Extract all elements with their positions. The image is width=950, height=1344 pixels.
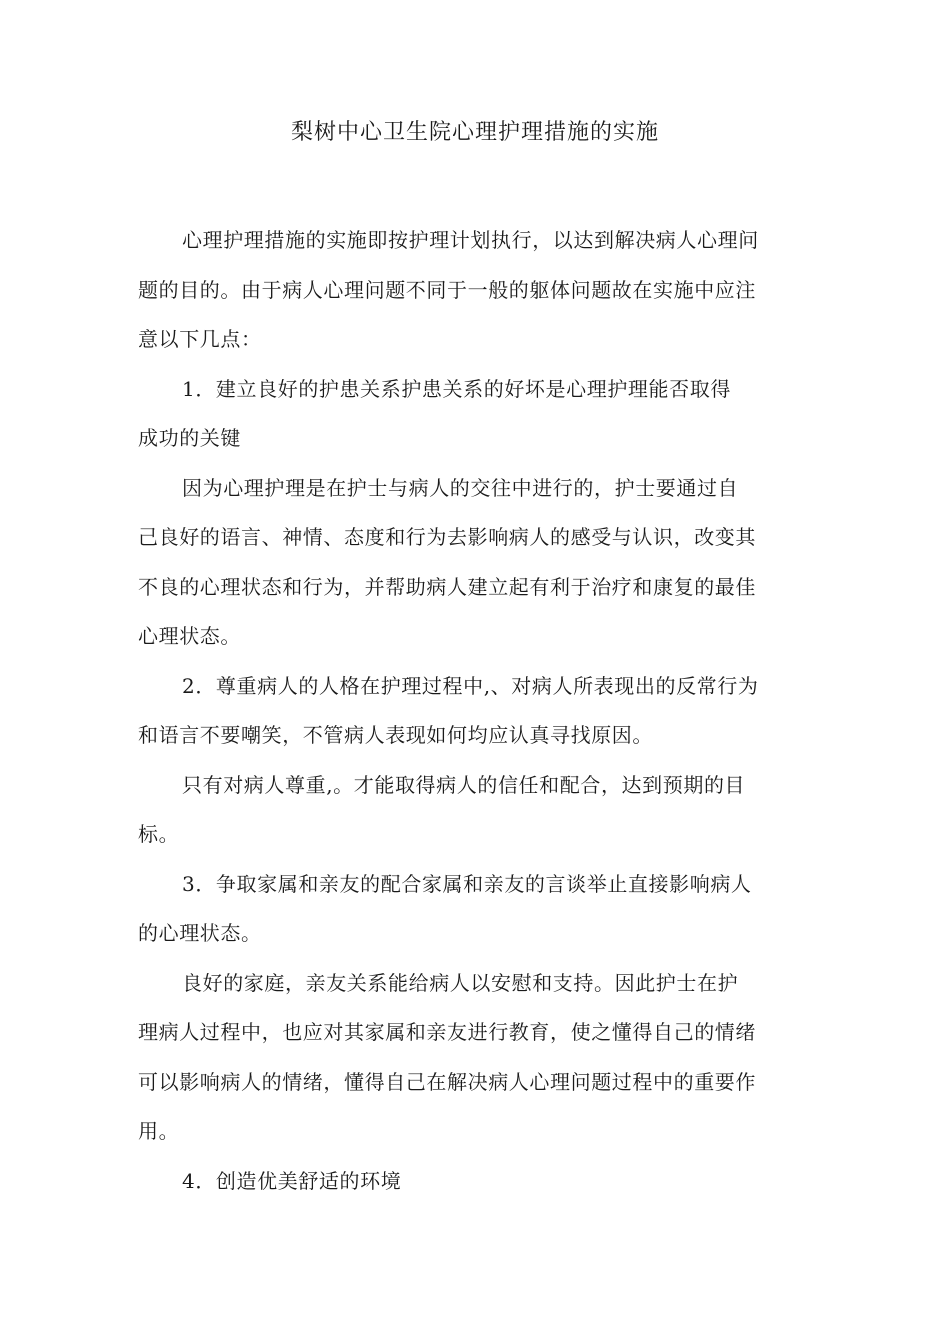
text-line: 题的目的。由于病人心理问题不同于一般的躯体问题故在实施中应注: [138, 277, 756, 302]
text-line: 心理状态。: [138, 624, 241, 648]
text-line: 可以影响病人的情绪，懂得自己在解决病人心理问题过程中的重要作: [138, 1069, 756, 1094]
text-line: 2．尊重病人的人格在护理过程中,、对病人所表现出的反常行为: [182, 673, 759, 698]
text-line: 的心理状态。: [138, 921, 262, 945]
paragraph-2: [138, 761, 812, 860]
text-line: 心理护理措施的实施即按护理计划执行，以达到解决病人心理问: [182, 228, 759, 252]
text-line: 己良好的语言、神情、态度和行为去影响病人的感受与认识，改变其: [138, 525, 756, 549]
text-line: 用。: [138, 1119, 180, 1143]
text-line: 理病人过程中，也应对其家属和亲友进行教育，使之懂得自己的情绪: [138, 1020, 756, 1044]
text-line: 因为心理护理是在护士与病人的交往中进行的，护士要通过自: [182, 475, 739, 500]
text-line: 意以下几点：: [138, 327, 262, 351]
paragraph-1: [138, 464, 812, 662]
section-heading-1: [138, 365, 812, 464]
paragraph-3: [138, 959, 812, 1157]
text-line: 只有对病人尊重,。才能取得病人的信任和配合，达到预期的目: [182, 772, 746, 797]
text-line: 和语言不要嘲笑，不管病人表现如何均应认真寻找原因。: [138, 723, 653, 747]
text-line: 不良的心理状态和行为，并帮助病人建立起有利于治疗和康复的最佳: [138, 574, 756, 599]
document-title: 梨树中心卫生院心理护理措施的实施: [290, 120, 659, 145]
text-line: 成功的关键: [138, 426, 241, 450]
text-line: 3．争取家属和亲友的配合家属和亲友的言谈举止直接影响病人: [182, 871, 752, 896]
text-line: 标。: [138, 822, 180, 846]
section-heading-3: [138, 860, 812, 959]
text-line: 1．建立良好的护患关系护患关系的好坏是心理护理能否取得: [182, 376, 731, 401]
paragraph-intro: [138, 216, 812, 365]
document-body: [138, 216, 812, 1206]
section-heading-4: [138, 1157, 812, 1207]
text-line: 4．创造优美舒适的环境: [182, 1168, 402, 1193]
text-line: 良好的家庭，亲友关系能给病人以安慰和支持。因此护士在护: [182, 970, 739, 995]
section-heading-2: [138, 662, 812, 761]
